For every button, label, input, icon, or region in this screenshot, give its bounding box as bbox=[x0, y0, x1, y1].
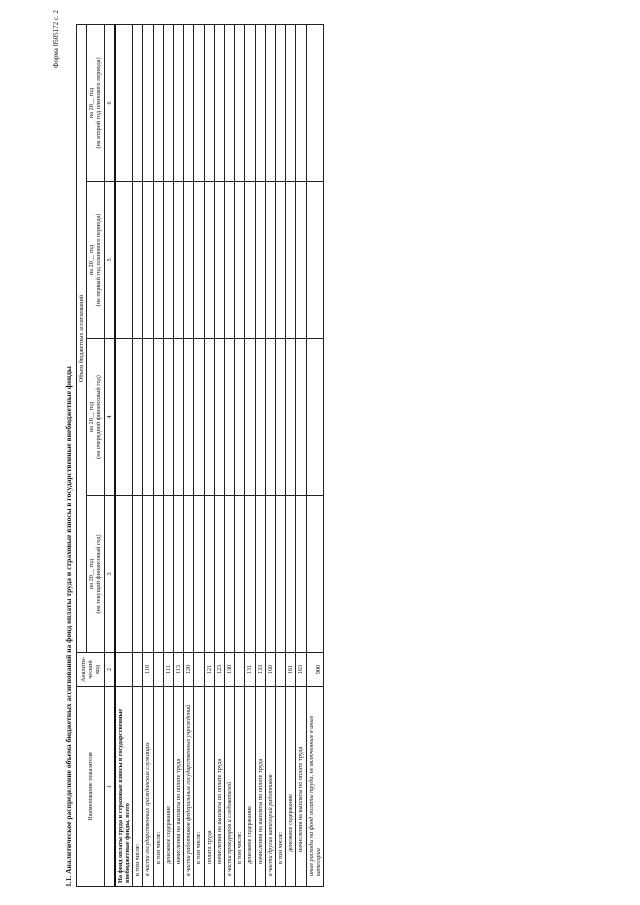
row-label: в части других категорий работников bbox=[265, 687, 275, 887]
value-cell[interactable] bbox=[276, 182, 286, 339]
table-row bbox=[153, 25, 163, 887]
table-row bbox=[255, 25, 265, 887]
table-row bbox=[214, 25, 224, 887]
value-cell[interactable] bbox=[115, 25, 133, 182]
value-cell[interactable] bbox=[306, 25, 323, 182]
col-number: 1 bbox=[104, 687, 115, 887]
row-code bbox=[235, 653, 245, 687]
row-label: На фонд оплаты труда и страховые взносы в государственные внебюджетные фонды, всего bbox=[115, 687, 133, 887]
row-code: 110 bbox=[143, 653, 153, 687]
col-number: 5 bbox=[104, 182, 115, 339]
row-label: в том числе: bbox=[153, 687, 163, 887]
row-code: 161 bbox=[286, 653, 296, 687]
value-cell[interactable] bbox=[296, 182, 306, 339]
value-cell[interactable] bbox=[133, 182, 143, 339]
value-cell[interactable] bbox=[255, 339, 265, 496]
row-code bbox=[133, 653, 143, 687]
row-code: 113 bbox=[174, 653, 184, 687]
value-cell[interactable] bbox=[265, 25, 275, 182]
row-code: 120 bbox=[184, 653, 194, 687]
row-label: в том числе: bbox=[235, 687, 245, 887]
header-year-plan2 bbox=[87, 25, 104, 182]
value-cell[interactable] bbox=[153, 182, 163, 339]
row-label: начисления на выплаты по оплате труда bbox=[255, 687, 265, 887]
row-label: начисления на выплаты по оплате труда bbox=[174, 687, 184, 887]
value-cell[interactable] bbox=[235, 339, 245, 496]
table-body bbox=[115, 25, 324, 887]
year-line: на 20__ год bbox=[88, 402, 96, 432]
value-cell[interactable] bbox=[265, 339, 275, 496]
form-number-label: Форма 0505172 с. 2 bbox=[52, 10, 60, 69]
year-line: на 20__ год bbox=[88, 559, 96, 589]
header-code: Аналити-ческий код bbox=[77, 653, 105, 687]
row-code: 111 bbox=[163, 653, 173, 687]
value-cell[interactable] bbox=[184, 339, 194, 496]
row-label: в части прокуроров и следователей bbox=[225, 687, 235, 887]
row-label: денежное содержание bbox=[163, 687, 173, 887]
value-cell[interactable] bbox=[133, 339, 143, 496]
value-cell[interactable] bbox=[214, 182, 224, 339]
header-name: Наименование показателя bbox=[77, 687, 105, 887]
value-cell[interactable] bbox=[143, 182, 153, 339]
value-cell[interactable] bbox=[286, 25, 296, 182]
header-year-current bbox=[87, 496, 104, 653]
row-label: оплата труда bbox=[204, 687, 214, 887]
table-row bbox=[245, 25, 255, 887]
table-row bbox=[204, 25, 214, 887]
row-label: в том числе: bbox=[194, 687, 204, 887]
value-cell[interactable] bbox=[163, 339, 173, 496]
row-label: в том числе: bbox=[276, 687, 286, 887]
row-label: начисления на выплаты по оплате труда bbox=[296, 687, 306, 887]
value-cell[interactable] bbox=[194, 25, 204, 182]
col-number: 4 bbox=[104, 339, 115, 496]
value-cell[interactable] bbox=[255, 182, 265, 339]
value-cell[interactable] bbox=[265, 182, 275, 339]
col-number: 3 bbox=[104, 496, 115, 653]
value-cell[interactable] bbox=[255, 25, 265, 182]
value-cell[interactable] bbox=[245, 496, 255, 653]
header-year-next bbox=[87, 339, 104, 496]
value-cell[interactable] bbox=[143, 25, 153, 182]
year-note: (на первый год планового периода) bbox=[95, 213, 103, 307]
year-line: на 20__ год bbox=[88, 245, 96, 275]
value-cell[interactable] bbox=[115, 182, 133, 339]
row-label: денежное содержание bbox=[245, 687, 255, 887]
value-cell[interactable] bbox=[194, 339, 204, 496]
value-cell[interactable] bbox=[153, 339, 163, 496]
value-cell[interactable] bbox=[306, 339, 323, 496]
value-cell[interactable] bbox=[214, 339, 224, 496]
col-number: 2 bbox=[104, 653, 115, 687]
row-label: начисления на выплаты по оплате труда bbox=[214, 687, 224, 887]
value-cell[interactable] bbox=[265, 496, 275, 653]
row-label: в том числе: bbox=[133, 687, 143, 887]
value-cell[interactable] bbox=[115, 496, 133, 653]
value-cell[interactable] bbox=[143, 339, 153, 496]
row-code: 160 bbox=[265, 653, 275, 687]
header-year-plan1 bbox=[87, 182, 104, 339]
value-cell[interactable] bbox=[163, 25, 173, 182]
value-cell[interactable] bbox=[286, 182, 296, 339]
value-cell[interactable] bbox=[153, 496, 163, 653]
row-label: денежное содержание bbox=[286, 687, 296, 887]
table-row bbox=[296, 25, 306, 887]
value-cell[interactable] bbox=[184, 182, 194, 339]
value-cell[interactable] bbox=[214, 496, 224, 653]
value-cell[interactable] bbox=[286, 339, 296, 496]
col-number: 6 bbox=[104, 25, 115, 182]
year-note: (на очередной финансовый год) bbox=[95, 375, 103, 459]
value-cell[interactable] bbox=[296, 25, 306, 182]
value-cell[interactable] bbox=[143, 496, 153, 653]
year-line: на 20__ год bbox=[88, 88, 96, 118]
value-cell[interactable] bbox=[286, 496, 296, 653]
row-code: 900 bbox=[306, 653, 323, 687]
row-label: в части государственных гражданских служащих bbox=[143, 687, 153, 887]
value-cell[interactable] bbox=[214, 25, 224, 182]
table-caption: 1.1. Аналитическое распределение объема бюджетных ассигнований на фонд оплаты труда и страховые взносы в государственные внебюджетные фонды bbox=[64, 366, 73, 887]
table-row bbox=[133, 25, 143, 887]
value-cell[interactable] bbox=[194, 182, 204, 339]
value-cell[interactable] bbox=[204, 339, 214, 496]
table-row bbox=[225, 25, 235, 887]
table-row bbox=[276, 25, 286, 887]
value-cell[interactable] bbox=[174, 339, 184, 496]
value-cell[interactable] bbox=[276, 496, 286, 653]
row-code bbox=[115, 653, 133, 687]
value-cell[interactable] bbox=[133, 25, 143, 182]
value-cell[interactable] bbox=[225, 25, 235, 182]
value-cell[interactable] bbox=[163, 182, 173, 339]
row-code bbox=[194, 653, 204, 687]
value-cell[interactable] bbox=[225, 182, 235, 339]
value-cell[interactable] bbox=[306, 496, 323, 653]
budget-table bbox=[76, 24, 324, 887]
value-cell[interactable] bbox=[184, 25, 194, 182]
table-row bbox=[286, 25, 296, 887]
value-cell[interactable] bbox=[276, 25, 286, 182]
value-cell[interactable] bbox=[306, 182, 323, 339]
table-row bbox=[163, 25, 173, 887]
year-note: (на текущий финансовый год) bbox=[95, 534, 103, 614]
value-cell[interactable] bbox=[245, 25, 255, 182]
value-cell[interactable] bbox=[245, 339, 255, 496]
value-cell[interactable] bbox=[194, 496, 204, 653]
value-cell[interactable] bbox=[235, 182, 245, 339]
value-cell[interactable] bbox=[225, 339, 235, 496]
value-cell[interactable] bbox=[115, 339, 133, 496]
row-code: 131 bbox=[245, 653, 255, 687]
header-volume-group: Объем бюджетных ассигнований bbox=[77, 25, 87, 653]
budget-table-wrapper bbox=[76, 25, 324, 887]
row-code: 133 bbox=[255, 653, 265, 687]
table-row bbox=[184, 25, 194, 887]
row-code bbox=[153, 653, 163, 687]
row-label: иные расходы на фонд оплаты труда, не включенные в иные категории bbox=[306, 687, 323, 887]
value-cell[interactable] bbox=[296, 339, 306, 496]
value-cell[interactable] bbox=[174, 496, 184, 653]
value-cell[interactable] bbox=[204, 182, 214, 339]
value-cell[interactable] bbox=[153, 25, 163, 182]
value-cell[interactable] bbox=[276, 339, 286, 496]
value-cell[interactable] bbox=[255, 496, 265, 653]
table-row bbox=[235, 25, 245, 887]
value-cell[interactable] bbox=[174, 25, 184, 182]
year-note: (на второй год планового периода) bbox=[95, 57, 103, 149]
row-code bbox=[276, 653, 286, 687]
table-row bbox=[265, 25, 275, 887]
value-cell[interactable] bbox=[174, 182, 184, 339]
table-row bbox=[174, 25, 184, 887]
row-code: 123 bbox=[214, 653, 224, 687]
table-row bbox=[143, 25, 153, 887]
value-cell[interactable] bbox=[245, 182, 255, 339]
value-cell[interactable] bbox=[184, 496, 194, 653]
value-cell[interactable] bbox=[204, 496, 214, 653]
row-code: 163 bbox=[296, 653, 306, 687]
table-row bbox=[115, 25, 133, 887]
value-cell[interactable] bbox=[296, 496, 306, 653]
value-cell[interactable] bbox=[235, 25, 245, 182]
table-row bbox=[306, 25, 323, 887]
row-code: 121 bbox=[204, 653, 214, 687]
value-cell[interactable] bbox=[204, 25, 214, 182]
value-cell[interactable] bbox=[163, 496, 173, 653]
value-cell[interactable] bbox=[235, 496, 245, 653]
table-row bbox=[194, 25, 204, 887]
value-cell[interactable] bbox=[133, 496, 143, 653]
row-code: 130 bbox=[225, 653, 235, 687]
value-cell[interactable] bbox=[225, 496, 235, 653]
row-label: в части работников федеральных государственных учреждений bbox=[184, 687, 194, 887]
